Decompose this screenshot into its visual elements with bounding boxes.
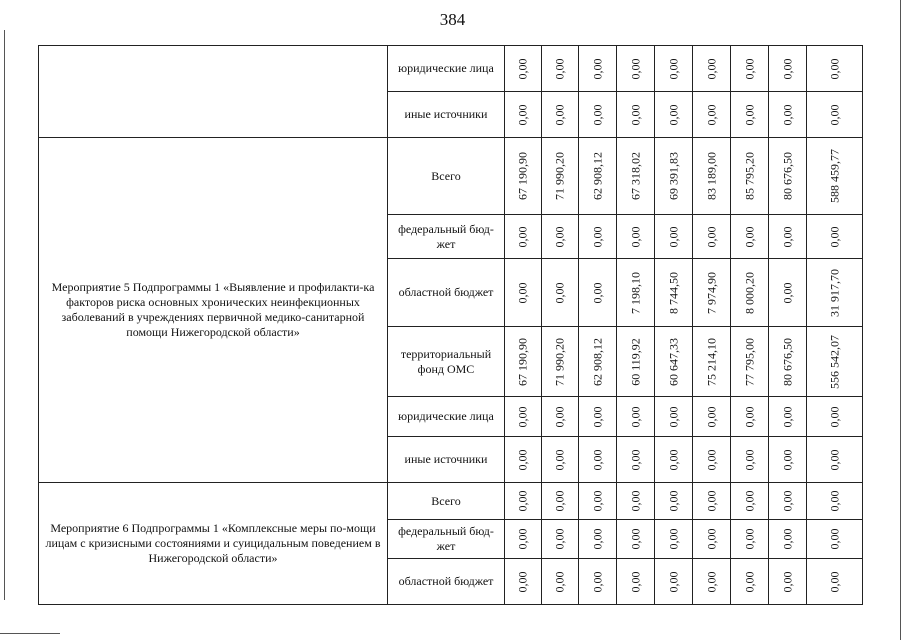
year-value-cell [542,437,579,483]
value-text: 0,00 [780,449,794,470]
value-text: 7 974,90 [704,271,718,314]
year-value-cell [693,92,731,138]
value-text: 62 908,12 [590,152,604,200]
year-value-cell [769,397,807,437]
year-value-cell [579,46,617,92]
funding-source-cell: областной бюджет [388,559,505,605]
year-value-cell [579,520,617,559]
year-value-cell [617,138,655,215]
year-value-cell [617,46,655,92]
value-text: 0,00 [628,490,642,512]
year-value-cell [655,215,693,259]
year-value-cell [505,215,542,259]
total-value-cell [807,46,863,92]
measure-description: Мероприятие 5 Подпрограммы 1 «Выявление и профилакти-ка факторов риска основных хронических неинфекционных заболеваний в учреждениях первичной медико-санитарной помощи Нижегородской области» [39,138,388,483]
value-text: 0,00 [742,406,756,427]
value-text: 0,00 [590,282,604,303]
year-value-cell [731,437,769,483]
value-text: 0,00 [742,104,756,125]
value-text: 0,00 [628,406,642,427]
year-value-cell [731,483,769,520]
value-text: 0,00 [552,528,567,550]
right-margin-line [900,0,901,640]
value-text: 8 000,20 [742,271,756,314]
year-value-cell [542,559,579,605]
value-text: 0,00 [827,226,841,247]
value-text: 80 676,50 [780,152,794,200]
year-value-cell [655,520,693,559]
total-value-cell [807,520,863,559]
value-text: 0,00 [590,406,604,427]
year-value-cell [505,520,542,559]
value-text: 60 119,92 [628,337,642,386]
year-value-cell [617,92,655,138]
funding-source-cell: Всего [388,138,505,215]
total-value-cell [807,483,863,520]
value-text: 0,00 [780,58,794,79]
value-text: 0,00 [666,449,680,470]
year-value-cell [731,259,769,327]
left-margin-line [4,30,5,600]
value-text: 67 190,90 [515,337,530,386]
value-text: 0,00 [515,104,530,125]
value-text: 0,00 [666,490,680,512]
page-number: 384 [439,10,466,29]
year-value-cell [542,259,579,327]
funding-source-cell: территориальный фонд ОМС [388,327,505,397]
year-value-cell [617,520,655,559]
year-value-cell [579,559,617,605]
budget-table [38,45,863,605]
value-text: 0,00 [780,282,794,303]
year-value-cell [731,92,769,138]
year-value-cell [617,483,655,520]
year-value-cell [693,397,731,437]
year-value-cell [505,138,542,215]
bottom-margin-line [0,633,60,634]
value-text: 556 542,07 [827,334,841,389]
year-value-cell [731,46,769,92]
value-text: 0,00 [515,528,530,550]
year-value-cell [731,138,769,215]
value-text: 60 647,33 [666,337,680,386]
year-value-cell [542,46,579,92]
value-text: 0,00 [704,571,718,592]
year-value-cell [693,138,731,215]
year-value-cell [617,437,655,483]
year-value-cell [655,397,693,437]
value-text: 0,00 [590,104,604,125]
value-text: 0,00 [827,406,841,427]
year-value-cell [655,92,693,138]
year-value-cell [769,259,807,327]
value-text: 0,00 [515,490,530,512]
value-text: 83 189,00 [704,152,718,200]
year-value-cell [769,138,807,215]
year-value-cell [579,327,617,397]
value-text: 67 318,02 [628,152,642,200]
year-value-cell [542,215,579,259]
value-text: 85 795,20 [742,152,756,200]
value-text: 0,00 [780,226,794,247]
value-text: 0,00 [552,104,567,125]
value-text: 0,00 [827,449,841,470]
total-value-cell [807,215,863,259]
value-text: 0,00 [780,406,794,427]
value-text: 0,00 [827,104,841,125]
year-value-cell [655,483,693,520]
year-value-cell [505,327,542,397]
value-text: 0,00 [704,104,718,125]
value-text: 0,00 [742,528,756,550]
value-text: 0,00 [515,449,530,470]
year-value-cell [617,397,655,437]
value-text: 0,00 [590,490,604,512]
year-value-cell [617,215,655,259]
value-text: 0,00 [666,571,680,592]
table-row [39,46,863,92]
value-text: 69 391,83 [666,152,680,200]
funding-source-cell: федеральный бюд-жет [388,520,505,559]
year-value-cell [579,437,617,483]
value-text: 0,00 [742,571,756,592]
measure-description: Мероприятие 6 Подпрограммы 1 «Комплексные меры по-мощи лицам с кризисными состояниями и суицидальным поведением в Нижегородской области» [39,483,388,605]
year-value-cell [655,437,693,483]
year-value-cell [693,483,731,520]
year-value-cell [579,138,617,215]
year-value-cell [505,437,542,483]
value-text: 0,00 [827,58,841,79]
funding-source-cell: юридические лица [388,397,505,437]
measure-description [39,46,388,138]
year-value-cell [769,92,807,138]
value-text: 75 214,10 [704,337,718,386]
value-text: 0,00 [666,226,680,247]
year-value-cell [655,46,693,92]
value-text: 0,00 [590,528,604,550]
value-text: 0,00 [552,490,567,512]
value-text: 31 917,70 [827,268,841,317]
value-text: 0,00 [628,58,642,79]
year-value-cell [655,559,693,605]
funding-source-cell: иные источники [388,437,505,483]
total-value-cell [807,138,863,215]
total-value-cell [807,259,863,327]
year-value-cell [542,138,579,215]
value-text: 0,00 [515,571,530,592]
value-text: 0,00 [666,528,680,550]
total-value-cell [807,327,863,397]
year-value-cell [693,327,731,397]
year-value-cell [617,259,655,327]
year-value-cell [693,559,731,605]
year-value-cell [693,215,731,259]
value-text: 0,00 [552,406,567,427]
funding-source-cell: юридические лица [388,46,505,92]
value-text: 7 198,10 [628,271,642,314]
year-value-cell [693,520,731,559]
value-text: 0,00 [628,571,642,592]
year-value-cell [769,483,807,520]
year-value-cell [769,46,807,92]
year-value-cell [731,520,769,559]
table-row [39,138,863,215]
value-text: 0,00 [742,58,756,79]
value-text: 0,00 [704,58,718,79]
year-value-cell [579,397,617,437]
year-value-cell [505,483,542,520]
year-value-cell [693,259,731,327]
value-text: 0,00 [666,406,680,427]
value-text: 0,00 [552,449,567,470]
value-text: 0,00 [742,226,756,247]
value-text: 67 190,90 [515,152,530,200]
year-value-cell [505,259,542,327]
year-value-cell [655,138,693,215]
value-text: 0,00 [552,282,567,303]
value-text: 0,00 [590,58,604,79]
value-text: 0,00 [666,104,680,125]
value-text: 0,00 [704,490,718,512]
value-text: 0,00 [515,406,530,427]
value-text: 0,00 [515,58,530,79]
year-value-cell [769,437,807,483]
year-value-cell [579,215,617,259]
value-text: 0,00 [515,226,530,247]
value-text: 0,00 [704,406,718,427]
total-value-cell [807,92,863,138]
year-value-cell [542,92,579,138]
year-value-cell [731,397,769,437]
funding-source-cell: иные источники [388,92,505,138]
year-value-cell [769,327,807,397]
value-text: 80 676,50 [780,337,794,386]
year-value-cell [769,520,807,559]
total-value-cell [807,559,863,605]
value-text: 77 795,00 [742,337,756,386]
year-value-cell [579,483,617,520]
year-value-cell [693,46,731,92]
value-text: 0,00 [704,449,718,470]
value-text: 0,00 [780,528,794,550]
year-value-cell [693,437,731,483]
value-text: 0,00 [590,571,604,592]
year-value-cell [505,397,542,437]
value-text: 588 459,77 [827,149,841,203]
year-value-cell [769,215,807,259]
value-text: 0,00 [742,490,756,512]
funding-source-cell: областной бюджет [388,259,505,327]
year-value-cell [542,520,579,559]
value-text: 0,00 [552,226,567,247]
year-value-cell [579,259,617,327]
value-text: 0,00 [742,449,756,470]
year-value-cell [579,92,617,138]
value-text: 0,00 [704,528,718,550]
year-value-cell [769,559,807,605]
year-value-cell [505,46,542,92]
year-value-cell [731,327,769,397]
value-text: 0,00 [628,226,642,247]
value-text: 0,00 [628,104,642,125]
value-text: 8 744,50 [666,271,680,314]
year-value-cell [505,92,542,138]
year-value-cell [542,327,579,397]
value-text: 0,00 [827,490,841,512]
value-text: 0,00 [704,226,718,247]
year-value-cell [617,327,655,397]
value-text: 0,00 [666,58,680,79]
value-text: 0,00 [515,282,530,303]
funding-source-cell: федеральный бюд-жет [388,215,505,259]
year-value-cell [617,559,655,605]
value-text: 0,00 [590,449,604,470]
year-value-cell [505,559,542,605]
value-text: 0,00 [780,104,794,125]
value-text: 71 990,20 [552,152,567,200]
value-text: 0,00 [628,449,642,470]
value-text: 0,00 [827,528,841,550]
value-text: 0,00 [590,226,604,247]
value-text: 0,00 [827,571,841,592]
value-text: 62 908,12 [590,337,604,386]
year-value-cell [655,327,693,397]
year-value-cell [655,259,693,327]
value-text: 0,00 [780,571,794,592]
year-value-cell [542,397,579,437]
year-value-cell [731,559,769,605]
value-text: 0,00 [780,490,794,512]
value-text: 0,00 [552,58,567,79]
value-text: 71 990,20 [552,337,567,386]
funding-source-cell: Всего [388,483,505,520]
year-value-cell [731,215,769,259]
year-value-cell [542,483,579,520]
total-value-cell [807,437,863,483]
value-text: 0,00 [552,571,567,592]
table-row [39,483,863,520]
total-value-cell [807,397,863,437]
value-text: 0,00 [628,528,642,550]
